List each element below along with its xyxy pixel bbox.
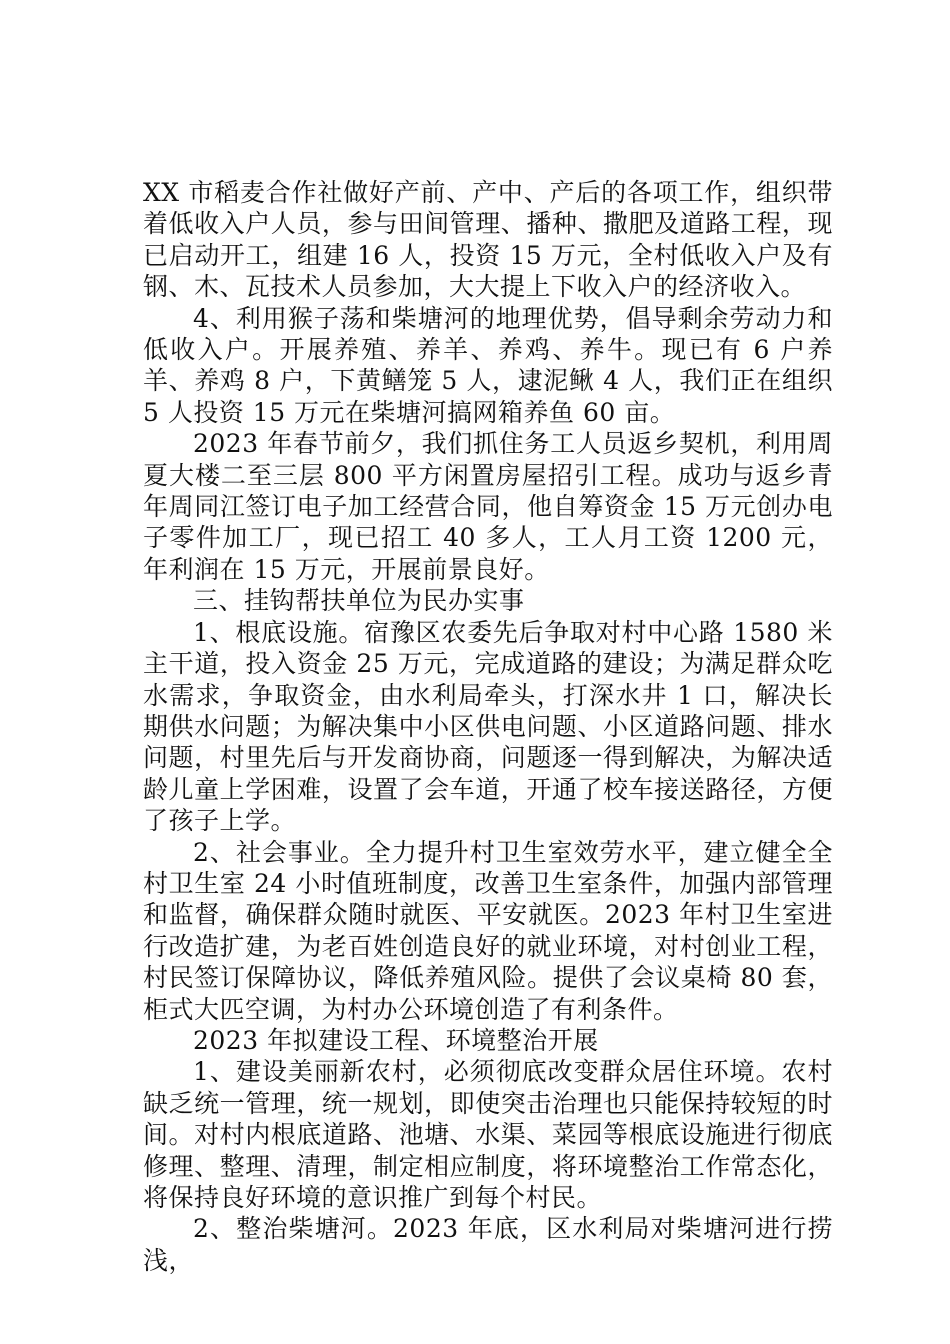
section-heading-2023-plan: 2023 年拟建设工程、环境整治开展 xyxy=(193,1025,599,1055)
paragraph-cooperative-work: XX 市稻麦合作社做好产前、产中、产后的各项工作，组织带着低收入户人员，参与田间管理、播种、撒肥及道路工程，现已启动开工，组建 16 人，投资 15 万元，全村低收入户及有钢、木、瓦技术人员参加，大大提上下收入户的经济收入。 xyxy=(143,178,833,302)
paragraph-river-regulation: 2、整治柴塘河。2023 年底，区水利局对柴塘河进行捞浅， xyxy=(143,1214,833,1275)
section-heading-assistance: 三、挂钩帮扶单位为民办实事 xyxy=(193,586,525,616)
paragraph-electronics-factory: 2023 年春节前夕，我们抓住务工人员返乡契机，利用周夏大楼二至三层 800 平方闲置房屋招引工程。成功与返乡青年周同江签订电子加工经营合同，他自筹资金 15 万元创办电子零件加工厂，现已招工 40 多人，工人月工资 1200 元，年利润在 15 万元，开展前景良好。 xyxy=(143,429,833,584)
paragraph-breeding: 4、利用猴子荡和柴塘河的地理优势，倡导剩余劳动力和低收入户。开展养殖、养羊、养鸡、养牛。现已有 6 户养羊、养鸡 8 户，下黄鳝笼 5 人，逮泥鳅 4 人，我们正在组织 5 人投资 15 万元在柴塘河搞网箱养鱼 60 亩。 xyxy=(143,303,833,427)
document-body xyxy=(143,177,833,1276)
paragraph-new-countryside: 1、建设美丽新农村，必须彻底改变群众居住环境。农村缺乏统一管理，统一规划，即使突击治理也只能保持较短的时间。对村内根底道路、池塘、水渠、菜园等根底设施进行彻底修理、整理、清理，制定相应制度，将环境整治工作常态化，将保持良好环境的意识推广到每个村民。 xyxy=(143,1057,833,1212)
paragraph-infrastructure: 1、根底设施。宿豫区农委先后争取对村中心路 1580 米主干道，投入资金 25 万元，完成道路的建设；为满足群众吃水需求，争取资金，由水利局牵头，打深水井 1 口，解决长期供水问题；为解决集中小区供电问题、小区道路问题、排水问题，村里先后与开发商协商，问题逐一得到解决，为解决适龄儿童上学困难，设置了会车道，开通了校车接送路径，方便了孩子上学。 xyxy=(143,617,833,836)
paragraph-social-affairs: 2、社会事业。全力提升村卫生室效劳水平，建立健全全村卫生室 24 小时值班制度，改善卫生室条件，加强内部管理和监督，确保群众随时就医、平安就医。2023 年村卫生室进行改造扩建，为老百姓创造良好的就业环境，对村创业工程，村民签订保障协议，降低养殖风险。提供了会议桌椅 80 套，柜式大匹空调，为村办公环境创造了有利条件。 xyxy=(143,837,833,1024)
